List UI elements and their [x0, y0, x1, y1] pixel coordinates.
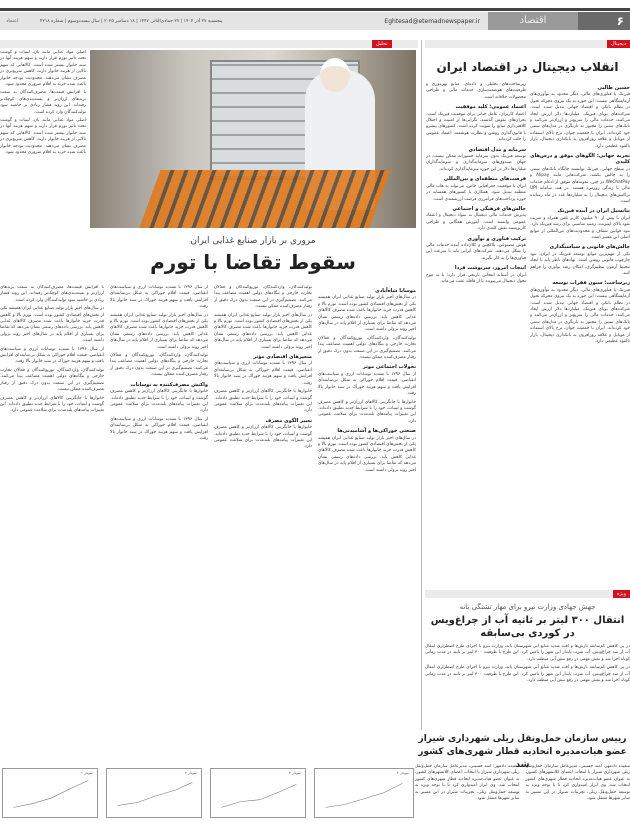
- subheading: فرصت‌های منطقه‌ای و بین‌المللی: [426, 176, 526, 182]
- paragraph: در سطح جهانی، فین‌تک توانسته جایگاه بانک‌های سنتی را به چالش بکشد. شرکت‌هایی مانند Alipay و WeChatPay در چین، نمونه‌های موفق از ادغام خدمات مالی با زندگی روزمره هستند. در هند، سامانه UPI تراکنش‌های دیجیتال را به میلیاردها عدد در ماه رسانده است.: [530, 167, 630, 205]
- subheading: پتانسیل ایران در آینده فین‌تک: [530, 208, 630, 214]
- subheading: زیرساخت؛ ستون فقرات توسعه: [530, 280, 630, 286]
- subheading: انتخاب امروز، سرنوشت فردا: [426, 265, 526, 271]
- subheading: متغیرهای اقتصادی مؤثر: [214, 354, 312, 360]
- food-factory-photo: [90, 50, 416, 228]
- bottom-headline: رییس سازمان حمل‌ونقل ریلی شهرداری شیراز عضو هیات‌مدیره اتحادیه قطار شهری‌های کشور شد: [415, 733, 630, 772]
- author: حسین طالبی: [530, 85, 630, 91]
- section-band: [425, 590, 630, 598]
- chart-title: نمودار ۱: [81, 771, 93, 775]
- paragraph: هوش مصنوعی، بلاکچین و کلان‌داده آینده خدمات مالی را شکل می‌دهند. شرکت‌های ایرانی باید با سرعت این فناوری‌ها را به کار بگیرند.: [426, 243, 526, 262]
- chart-3: [210, 768, 306, 818]
- paragraph: تولیدکنندگان، واردکنندگان، توزیع‌کنندگان و فعالان تجارت خارجی و بنگاه‌های دولتی اهمیت مضاعف پیدا می‌کنند. تصمیم‌گیری در این صنعت بدون درک دقیق از رفتار مصرف‌کننده ممکن نیست.: [318, 336, 416, 362]
- left-column: [0, 50, 86, 290]
- paragraph: از سال ۱۳۹۶ با تشدید نوسانات ارزی و سیاست‌های انقباضی، قیمت اقلام خوراکی به شکل بی‌سابقه‌ای افزایش یافت و سهم هزینه خوراک در سبد خانوار بالا رفت.: [110, 417, 208, 443]
- top-rule: [0, 8, 630, 11]
- paragraph: تولیدکنندگان، واردکنندگان، توزیع‌کنندگان و فعالان تجارت خارجی و بنگاه‌های دولتی اهمیت مضاعف پیدا می‌کنند. تصمیم‌گیری در این صنعت بدون درک دقیق از رفتار مصرف‌کننده ممکن نیست.: [0, 368, 104, 394]
- paragraph: ایران در آستانه انتخابی تاریخی قرار دارد؛ یا به موج تحول دیجیتال می‌پیوندد یا از قافله عقب می‌ماند.: [426, 273, 526, 286]
- page-header: [0, 12, 630, 30]
- paragraph: از سال ۱۳۹۶ با تشدید نوسانات ارزی و سیاست‌های انقباضی، قیمت اقلام خوراکی به شکل بی‌سابقه‌ای افزایش یافت و سهم هزینه خوراک در سبد خانوار بالا رفت.: [0, 347, 104, 366]
- paragraph: از سال ۱۳۹۶ با تشدید نوسانات ارزی و سیاست‌های انقباضی، قیمت اقلام خوراکی به شکل بی‌سابقه‌ای افزایش یافت و سهم هزینه خوراک در سبد خانوار بالا رفت.: [318, 372, 416, 398]
- author: موسانا شاه‌آبادی: [318, 288, 416, 294]
- paragraph: خانوارها با جایگزینی کالاهای ارزان‌تر و کاهش مصرف گوشت و لبنیات، خود را با شرایط جدید تطبیق داده‌اند. این تغییرات پیامدهای بلندمدت برای سلامت عمومی دارد.: [214, 425, 312, 451]
- chart-title: نمودار ۳: [289, 771, 301, 775]
- newspaper-logo: اعتماد: [6, 18, 19, 24]
- article-column: [0, 285, 104, 760]
- special-headline: انتقال ۳۰۰ لیتر بر ثانیه آب از چراغ‌ویس در کوردی بی‌سابقه: [430, 614, 625, 640]
- paragraph: سعیده دادمهر: آمنه حسینی، مدیرعامل سازمان حمل‌ونقل ریلی شهرداری شیراز با انتخاب اعضای کلانشهرهای کشور، به عنوان عضو هیات‌مدیره اتحادیه قطار شهری‌های کشور انتخاب شد. وی ابراز امیدواری کرد تا با توجه ویژه به توسعه حمل‌ونقل ریلی، تجربیات شیراز در این مسیر به سایر شهرها منتقل شود.: [526, 764, 630, 802]
- special-body: [425, 644, 630, 726]
- paragraph: از سال ۱۳۹۶ با تشدید نوسانات ارزی و سیاست‌های انقباضی، قیمت اقلام خوراکی به شکل بی‌سابقه‌ای افزایش یافت و سهم هزینه خوراک در سبد خانوار بالا رفت.: [110, 285, 208, 311]
- subheading: تجربه جهانی: الگوهای موفق و درس‌های کلیدی: [530, 153, 630, 166]
- page-number: ۶: [578, 12, 630, 30]
- section-email[interactable]: Eghtesad@etemadnewspaper.ir: [384, 18, 480, 25]
- paragraph: خانوارها با جایگزینی کالاهای ارزان‌تر و کاهش مصرف گوشت و لبنیات، خود را با شرایط جدید تطبیق داده‌اند. این تغییرات پیامدهای بلندمدت برای سلامت عمومی دارد.: [0, 396, 104, 415]
- subheading: اعتماد عمومی؛ کلید موفقیت: [426, 104, 526, 110]
- chart-1: [2, 768, 98, 818]
- paragraph: در سال‌های اخیر بازار تولید صنایع غذایی ایران همیشه یکی از بخش‌های اقتصادی کشور بوده است. تورم بالا و کاهش قدرت خرید خانوارها باعث شده مصرف کالاهای غذایی کاهش یابد. بررسی داده‌های رسمی نشان می‌دهد که تقاضا برای بسیاری از اقلام پایه در سال‌های اخیر روند نزولی داشته است.: [110, 313, 208, 351]
- paragraph: تولیدکنندگان، واردکنندگان، توزیع‌کنندگان و فعالان تجارت خارجی و بنگاه‌های دولتی اهمیت مضاعف پیدا می‌کنند. تصمیم‌گیری در این صنعت بدون درک دقیق از رفتار مصرف‌کننده ممکن نیست.: [214, 285, 312, 311]
- subheading: صنعتی خوراکی‌ها و آشامیدنی‌ها: [318, 428, 416, 434]
- subheading: چالش‌های فرهنگی و اجتماعی: [426, 206, 526, 212]
- food-tray: [139, 170, 390, 228]
- paragraph: در سال‌های اخیر بازار تولید صنایع غذایی ایران همیشه یکی از بخش‌های اقتصادی کشور بوده است. تورم بالا و کاهش قدرت خرید خانوارها باعث شده مصرف کالاهای غذایی کاهش یابد. بررسی داده‌های رسمی نشان می‌دهد که تقاضا برای بسیاری از اقلام پایه در سال‌های اخیر روند نزولی داشته است.: [214, 313, 312, 351]
- paragraph: تولیدکنندگان، واردکنندگان، توزیع‌کنندگان و فعالان تجارت خارجی و بنگاه‌های دولتی اهمیت مضاعف پیدا می‌کنند. تصمیم‌گیری در این صنعت بدون درک دقیق از رفتار مصرف‌کننده ممکن نیست.: [110, 353, 208, 379]
- paragraph: پذیرش خدمات مالی دیجیتال به سواد دیجیتال و اعتماد عمومی وابسته است. آموزش همگانی و طراحی کاربرپسند نقش کلیدی دارد.: [426, 213, 526, 232]
- subheading: ترکیب فناوری و نوآوری: [426, 236, 526, 242]
- left-kicker: مروری بر بازار صنایع غذایی ایران: [90, 236, 416, 246]
- paragraph: اعتماد کاربران، عامل حیاتی برای موفقیت فین‌تک است. بحران‌های نقوش گذشته، نگرانی‌ها از امنیت و اختلال کلاهبرداری منابع را تقویت کرده است. کشورهای پیشرو با قانون‌گذاری روشن و نظارت هوشمند، اعتماد عمومی را جلب کرده‌اند.: [426, 112, 526, 144]
- paragraph: در سال‌های اخیر بازار تولید صنایع غذایی ایران همیشه یکی از بخش‌های اقتصادی کشور بوده است. تورم بالا و کاهش قدرت خرید خانوارها باعث شده مصرف کالاهای غذایی کاهش یابد. بررسی داده‌های رسمی نشان می‌دهد که تقاضا برای بسیاری از اقلام پایه در سال‌های اخیر روند نزولی داشته است.: [318, 436, 416, 474]
- article-column: [110, 285, 208, 760]
- left-headline: سقوط تقاضا با تورم: [90, 250, 416, 274]
- tag-digital: دیجیتال: [607, 40, 630, 48]
- article-column: [214, 285, 312, 760]
- subheading: سرمایه و مدل اقتصادی: [426, 147, 526, 153]
- bottom-body: [415, 764, 630, 820]
- article-column: [530, 82, 630, 572]
- paragraph: در پی کاهش کم‌سابقه بارش‌ها و افت شدید منابع آبی شهرستان بانه، وزارت نیرو با اجرای طرح اضطراری انتقال آب از سد چراغ‌ویس، آب شرب پایدار این شهر را تامین کرد. این طرح با ظرفیت ۳۰۰ لیتر بر ثانیه در مدت زمانی کوتاه اجرا شد و نقش مهمی در رفع تنش آبی منطقه دارد.: [425, 644, 630, 663]
- tag-special: ویژه: [613, 590, 630, 598]
- paragraph: اصلی مواد غذایی مانند نان، لبنیات و گوشت تحت تاثیر تورم قرار دارند و سهم هزینه آنها در سبد خانوار بیشتر شده است. کالاهایی که سهم بالایی از هزینه خانوار دارند، کاهش سریع‌تری در مصرف نشان می‌دهند. محدودیت بودجه خانوار باعث شده خرید به اقلام ضروری محدود شود.: [0, 118, 86, 156]
- paragraph: ایران با بیش از ۹۰ میلیون کاربر تلفن همراه و ضریب نفوذ بالای اینترنت، زمینه مناسبی برای رشد فین‌تک دارد. نبود قوانین شفاف و محدودیت‌های بین‌المللی از موانع اصلی این مسیر است.: [530, 216, 630, 242]
- chart-4: [314, 768, 414, 818]
- paragraph: از سال ۱۳۹۶ با تشدید نوسانات ارزی و سیاست‌های انقباضی، قیمت اقلام خوراکی به شکل بی‌سابقه‌ای افزایش یافت و سهم هزینه خوراک در سبد خانوار بالا رفت.: [214, 361, 312, 387]
- article-column: [318, 285, 416, 760]
- section-band: [425, 40, 630, 48]
- paragraph: زیرساخت‌های تحلیلی و داده‌ای، منابع بهره‌وری و ظرفیت‌های هوشمندسازی خدمات مالی و طراحی محصولات خلاقانه است.: [426, 82, 526, 101]
- paragraph: خانوارها با جایگزینی کالاهای ارزان‌تر و کاهش مصرف گوشت و لبنیات، خود را با شرایط جدید تطبیق داده‌اند. این تغییرات پیامدهای بلندمدت برای سلامت عمومی دارد.: [110, 389, 208, 415]
- special-kicker: جهش جهادی وزارت نیرو برای مهار تشنگی بانه: [425, 603, 630, 611]
- paragraph: در پی کاهش کم‌سابقه بارش‌ها و افت شدید منابع آبی شهرستان بانه، وزارت نیرو با اجرای طرح اضطراری انتقال آب از سد چراغ‌ویس، آب شرب پایدار این شهر را تامین کرد. این طرح با ظرفیت ۳۰۰ لیتر بر ثانیه در مدت زمانی کوتاه اجرا شد و نقش مهمی در رفع تنش آبی منطقه دارد.: [425, 665, 630, 684]
- chart-2: [106, 768, 202, 818]
- subheading: تحولات اجتماعی موثر: [318, 364, 416, 370]
- paragraph: سعیده دادمهر: آمنه حسینی، مدیرعامل سازمان حمل‌ونقل ریلی شهرداری شیراز با انتخاب اعضای کلانشهرهای کشور، به عنوان عضو هیات‌مدیره اتحادیه قطار شهری‌های کشور انتخاب شد. وی ابراز امیدواری کرد تا با توجه ویژه به توسعه حمل‌ونقل ریلی، تجربیات شیراز در این مسیر به سایر شهرها منتقل شود.: [415, 764, 520, 802]
- paragraph: فین‌تک یا فناوری‌های مالی، دیگر محدود به نوآوری‌های آزمایشگاهی نیست؛ این حوزه به یک نیروی محرکه تحول در نظام بانکی و اقتصاد جهانی تبدیل شده است. شرکت‌های نوپای فین‌تک، میلیاردها دلار ارزش ایجاد می‌کنند، خدمات مالی را سریع‌تر و ارزان‌تر می‌کنند و بانک‌های سنتی را مجبور به بازنگری در مدل‌های سنتی خود کرده‌اند. ایران با جمعیت جوان، نرخ بالای استفاده از موبایل و علاقه روزافزون به بانکداری دیجیتال، بازار بالقوه عظیمی دارد.: [530, 288, 630, 346]
- subheading: تغییر الگوی مصرف: [214, 418, 312, 424]
- tag-analysis: تحلیل: [372, 40, 392, 48]
- paragraph: در سال‌های اخیر بازار تولید صنایع غذایی ایران همیشه یکی از بخش‌های اقتصادی کشور بوده است. تورم بالا و کاهش قدرت خرید خانوارها باعث شده مصرف کالاهای غذایی کاهش یابد. بررسی داده‌های رسمی نشان می‌دهد که تقاضا برای بسیاری از اقلام پایه در سال‌های اخیر روند نزولی داشته است.: [318, 295, 416, 333]
- chart-title: نمودار ۲: [185, 771, 197, 775]
- subheading: واکنش مصرف‌کننده به نوسانات: [110, 382, 208, 388]
- paragraph: با افزایش قیمت‌ها، مصرف‌کنندگان به سمت برندهای ارزان‌تر و بسته‌بندی‌های کوچک‌تر رفته‌اند. این روند فشار زیادی بر حاشیه سود تولیدکنندگان وارد کرده است.: [0, 285, 104, 304]
- paragraph: خانوارها با جایگزینی کالاهای ارزان‌تر و کاهش مصرف گوشت و لبنیات، خود را با شرایط جدید تطبیق داده‌اند. این تغییرات پیامدهای بلندمدت برای سلامت عمومی دارد.: [214, 389, 312, 415]
- article-column: [426, 82, 526, 572]
- headline-digital: انقلاب دیجیتال در اقتصاد ایران: [425, 60, 630, 74]
- paragraph: یکی از مهم‌ترین موانع توسعه فین‌تک در ایران، نبود چارچوب قانونی روشن است. نهادهای ناظر باید با ایجاد محیط آزمون تنظیم‌گری، امکان رشد نوآوری را فراهم کنند.: [530, 252, 630, 278]
- paragraph: خانوارها با جایگزینی کالاهای ارزان‌تر و کاهش مصرف گوشت و لبنیات، خود را با شرایط جدید تطبیق داده‌اند. این تغییرات پیامدهای بلندمدت برای سلامت عمومی دارد.: [318, 400, 416, 426]
- section-band: [0, 40, 418, 48]
- paragraph: توسعه فین‌تک بدون سرمایه جسورانه ممکن نیست. در جهان صندوق‌های سرمایه‌گذاری و سرمایه‌گذاران میلیاردها دلار در این حوزه سرمایه‌گذاری کرده‌اند.: [426, 154, 526, 173]
- paragraph: در سال‌های اخیر بازار تولید صنایع غذایی ایران همیشه یکی از بخش‌های اقتصادی کشور بوده است. تورم بالا و کاهش قدرت خرید خانوارها باعث شده مصرف کالاهای غذایی کاهش یابد. بررسی داده‌های رسمی نشان می‌دهد که تقاضا برای بسیاری از اقلام پایه در سال‌های اخیر روند نزولی داشته است.: [0, 306, 104, 344]
- subheading: چالش‌های قانونی و سیاستگذاری: [530, 244, 630, 250]
- chart-title: نمودار ۴: [397, 771, 409, 775]
- column-divider: [421, 40, 422, 730]
- paragraph: فین‌تک یا فناوری‌های مالی، دیگر محدود به نوآوری‌های آزمایشگاهی نیست؛ این حوزه به یک نیروی محرکه تحول در نظام بانکی و اقتصاد جهانی تبدیل شده است. شرکت‌های نوپای فین‌تک، میلیاردها دلار ارزش ایجاد می‌کنند، خدمات مالی را سریع‌تر و ارزان‌تر می‌کنند و بانک‌های سنتی را مجبور به بازنگری در مدل‌های سنتی خود کرده‌اند. ایران با جمعیت جوان، نرخ بالای استفاده از موبایل و علاقه روزافزون به بانکداری دیجیتال، بازار بالقوه عظیمی دارد.: [530, 92, 630, 150]
- section-name: اقتصاد: [488, 12, 578, 30]
- issue-date: پنجشنبه ۲۷ آذر ۱۴۰۴ | ۲۷ جمادی‌الثانی ۱۴۴۷ | ۱۸ دسامبر ۲۰۲۵ | سال بیست‌وسوم | شماره ۴۲۱۸: [40, 19, 223, 24]
- paragraph: ایران با موقعیت جغرافیایی خاص، می‌تواند به هاب مالی منطقه تبدیل شود. همکاری با کشورهای همسایه در حوزه پرداخت‌های فرامرزی فرصت ارزشمندی است.: [426, 184, 526, 203]
- paragraph: اصلی مواد غذایی مانند نان، لبنیات و گوشت تحت تاثیر تورم قرار دارند و سهم هزینه آنها در سبد خانوار بیشتر شده است. کالاهایی که سهم بالایی از هزینه خانوار دارند، کاهش سریع‌تری در مصرف نشان می‌دهند. محدودیت بودجه خانوار باعث شده خرید به اقلام ضروری محدود شود.: [0, 50, 86, 88]
- worker-head: [320, 58, 350, 92]
- paragraph: با افزایش قیمت‌ها، مصرف‌کنندگان به سمت برندهای ارزان‌تر و بسته‌بندی‌های کوچک‌تر رفته‌اند. این روند فشار زیادی بر حاشیه سود تولیدکنندگان وارد کرده است.: [0, 90, 86, 116]
